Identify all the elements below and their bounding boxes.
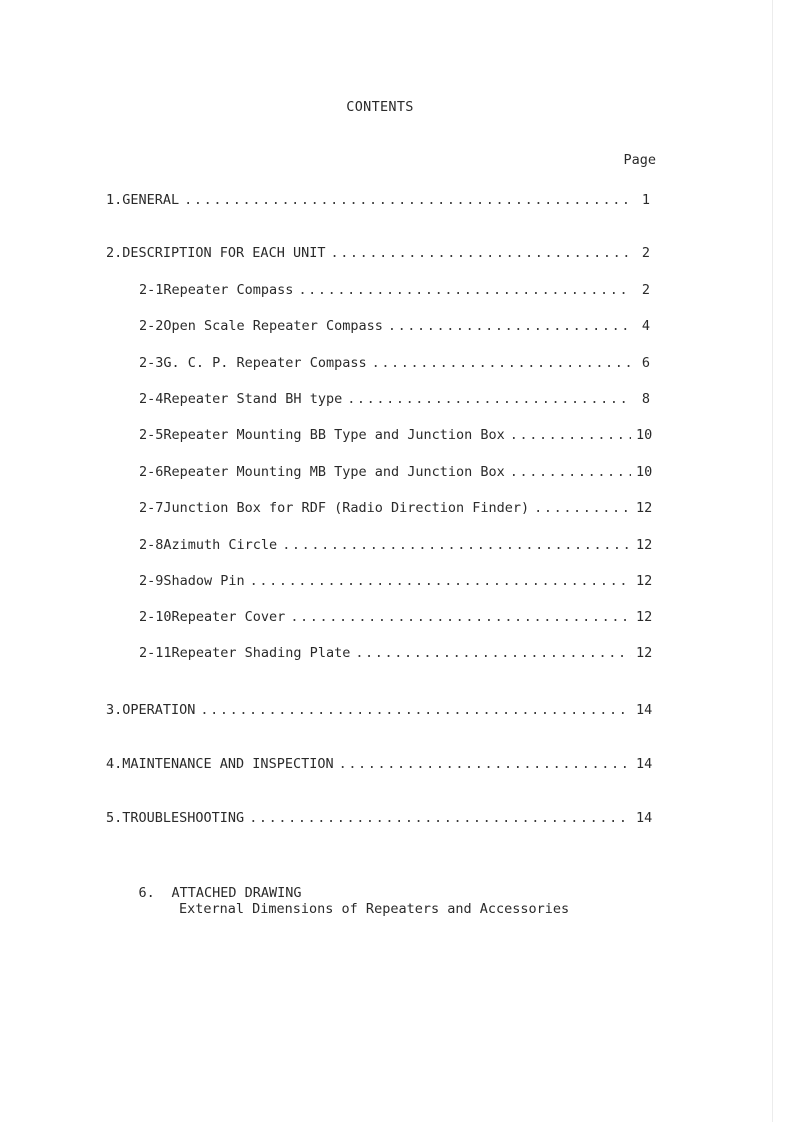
- toc-subentry-page: 2: [641, 282, 650, 298]
- toc-entry-number: 2.: [106, 245, 123, 261]
- toc-entry-number: 1.: [106, 192, 123, 208]
- toc-entry-attached-drawing[interactable]: [106, 863, 302, 901]
- toc-subentry[interactable]: [139, 425, 653, 445]
- toc-entry-general[interactable]: [106, 190, 650, 210]
- toc-entry-number: 5.: [106, 810, 123, 826]
- toc-subentry-label: Repeater Shading Plate: [171, 645, 351, 661]
- toc-subentry-page: 8: [641, 391, 650, 407]
- toc-subentry-page: 10: [636, 464, 653, 480]
- toc-entry-number: 4.: [106, 756, 123, 772]
- toc-subentry-label: Repeater Mounting MB Type and Junction Box: [163, 464, 505, 480]
- toc-subentry[interactable]: [139, 535, 653, 555]
- toc-subentry[interactable]: [139, 316, 650, 336]
- toc-subentry-page: 4: [641, 318, 650, 334]
- toc-leader-dots: [372, 353, 631, 373]
- toc-entry-page: 2: [641, 245, 650, 261]
- toc-leader-dots: [534, 498, 631, 518]
- toc-subentry-label: G. C. P. Repeater Compass: [163, 355, 367, 371]
- toc-subentry-number: 2-1: [139, 282, 164, 298]
- toc-entry-troubleshooting[interactable]: [106, 808, 653, 828]
- toc-subentry[interactable]: [139, 280, 650, 300]
- toc-entry-label: DESCRIPTION FOR EACH UNIT: [122, 245, 326, 261]
- toc-subentry-number: 2-10: [139, 609, 172, 625]
- toc-subentry-number: 2-3: [139, 355, 164, 371]
- toc-entry-label: ATTACHED DRAWING: [171, 885, 302, 901]
- toc-entry-page: 1: [641, 192, 650, 208]
- toc-subentry-number: 2-4: [139, 391, 164, 407]
- toc-subentry-page: 12: [636, 645, 653, 661]
- toc-leader-dots: [347, 389, 631, 409]
- toc-subentry-label: Shadow Pin: [163, 573, 245, 589]
- toc-entry-page: 14: [636, 702, 653, 718]
- toc-leader-dots: [200, 700, 631, 720]
- toc-subentry-page: 12: [636, 500, 653, 516]
- toc-entry-page: 14: [636, 810, 653, 826]
- toc-entry-label: MAINTENANCE AND INSPECTION: [122, 756, 334, 772]
- toc-entry-description[interactable]: [106, 243, 650, 263]
- toc-subentry-page: 12: [636, 537, 653, 553]
- toc-leader-dots: [250, 571, 631, 591]
- toc-leader-dots: [355, 643, 631, 663]
- toc-subentry-number: 2-5: [139, 427, 164, 443]
- toc-leader-dots: [510, 462, 631, 482]
- toc-leader-dots: [298, 280, 631, 300]
- toc-leader-dots: [339, 754, 631, 774]
- toc-subentry-label: Repeater Stand BH type: [163, 391, 343, 407]
- toc-subentry-number: 2-8: [139, 537, 164, 553]
- toc-subentry[interactable]: [139, 571, 653, 591]
- toc-leader-dots: [510, 425, 631, 445]
- toc-entry-number: 3.: [106, 702, 123, 718]
- toc-subentry[interactable]: [139, 498, 653, 518]
- attached-drawing-note: External Dimensions of Repeaters and Accessories: [179, 901, 570, 917]
- toc-leader-dots: [249, 808, 631, 828]
- toc-entry-maintenance[interactable]: [106, 754, 653, 774]
- toc-subentry-label: Repeater Cover: [171, 609, 286, 625]
- toc-subentry-number: 2-2: [139, 318, 164, 334]
- toc-subentry-page: 10: [636, 427, 653, 443]
- toc-subentry-page: 6: [641, 355, 650, 371]
- toc-subentry-number: 2-9: [139, 573, 164, 589]
- toc-subentry[interactable]: [139, 643, 653, 663]
- toc-subentry-page: 12: [636, 609, 653, 625]
- toc-subentry-number: 2-7: [139, 500, 164, 516]
- toc-subentry[interactable]: [139, 607, 653, 627]
- toc-entry-operation[interactable]: [106, 700, 653, 720]
- toc-subentry[interactable]: [139, 389, 650, 409]
- toc-leader-dots: [290, 607, 631, 627]
- toc-entry-number: 6.: [138, 885, 155, 901]
- toc-subentry-page: 12: [636, 573, 653, 589]
- toc-subentry-number: 2-6: [139, 464, 164, 480]
- toc-entry-label: GENERAL: [122, 192, 180, 208]
- toc-leader-dots: [388, 316, 631, 336]
- toc-entry-page: 14: [636, 756, 653, 772]
- page-edge-line: [772, 0, 773, 1122]
- toc-subentry[interactable]: [139, 462, 653, 482]
- page-title: CONTENTS: [346, 99, 414, 115]
- toc-entry-label: TROUBLESHOOTING: [122, 810, 245, 826]
- toc-subentry-label: Junction Box for RDF (Radio Direction Finder): [163, 500, 530, 516]
- toc-leader-dots: [330, 243, 631, 263]
- toc-subentry-label: Repeater Compass: [163, 282, 294, 298]
- toc-subentry-label: Azimuth Circle: [163, 537, 278, 553]
- toc-subentry-label: Open Scale Repeater Compass: [163, 318, 383, 334]
- toc-entry-label: OPERATION: [122, 702, 196, 718]
- toc-subentry-number: 2-11: [139, 645, 172, 661]
- toc-subentry[interactable]: [139, 353, 650, 373]
- toc-subentry-label: Repeater Mounting BB Type and Junction Box: [163, 427, 505, 443]
- page-column-header: Page: [623, 152, 656, 168]
- toc-leader-dots: [282, 535, 631, 555]
- toc-leader-dots: [184, 190, 631, 210]
